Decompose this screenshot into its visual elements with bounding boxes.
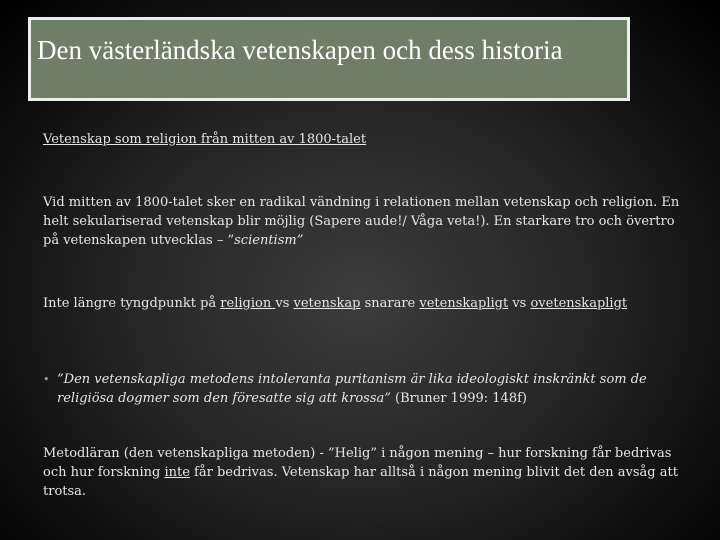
- term-vetenskapligt: vetenskapligt: [419, 296, 509, 311]
- scientism-term: scientism”: [234, 233, 304, 248]
- focus-text-1: Inte längre tyngdpunkt på: [43, 296, 221, 311]
- term-ovetenskapligt: ovetenskapligt: [530, 296, 628, 311]
- paragraph-focus: [43, 294, 693, 313]
- method-text-2: får bedrivas. Vetenskap har alltså i någon mening blivit det den avsåg att trotsa.: [43, 465, 678, 499]
- term-vetenskap: vetenskap: [293, 296, 361, 311]
- bullet-quote: [43, 370, 693, 408]
- bullet-icon: •: [43, 373, 50, 386]
- bruner-citation: (Bruner 1999: 148f): [390, 391, 527, 406]
- paragraph-scientism: [43, 193, 693, 250]
- paragraph-scientism-text: Vid mitten av 1800-talet sker en radikal vändning i relationen mellan vetenskap och religion. En helt sekulariserad vetenskap blir möjlig (Sapere aude!/ Våga veta!). En starkare tro och övertro på vetenskapen utvecklas – ”: [43, 195, 680, 248]
- slide-title: Den västerländska vetenskapen och dess historia: [37, 35, 563, 65]
- focus-text-2: vs: [275, 296, 294, 311]
- focus-text-3: snarare: [360, 296, 420, 311]
- term-religion: religion: [220, 296, 276, 311]
- bruner-quote: ”Den vetenskapliga metodens intoleranta puritanism är lika ideologiskt inskränkt som de religiösa dogmer som den föresatte sig att krossa”: [57, 372, 647, 406]
- title-box: [28, 17, 630, 101]
- method-text-1: Metodläran (den vetenskapliga metoden) - ”Helig” i någon mening – hur forskning får bedrivas och hur forskning: [43, 446, 672, 480]
- paragraph-method: [43, 444, 693, 501]
- slide-subtitle: Vetenskap som religion från mitten av 1800-talet: [43, 132, 367, 147]
- term-inte: inte: [164, 465, 190, 480]
- focus-text-4: vs: [508, 296, 531, 311]
